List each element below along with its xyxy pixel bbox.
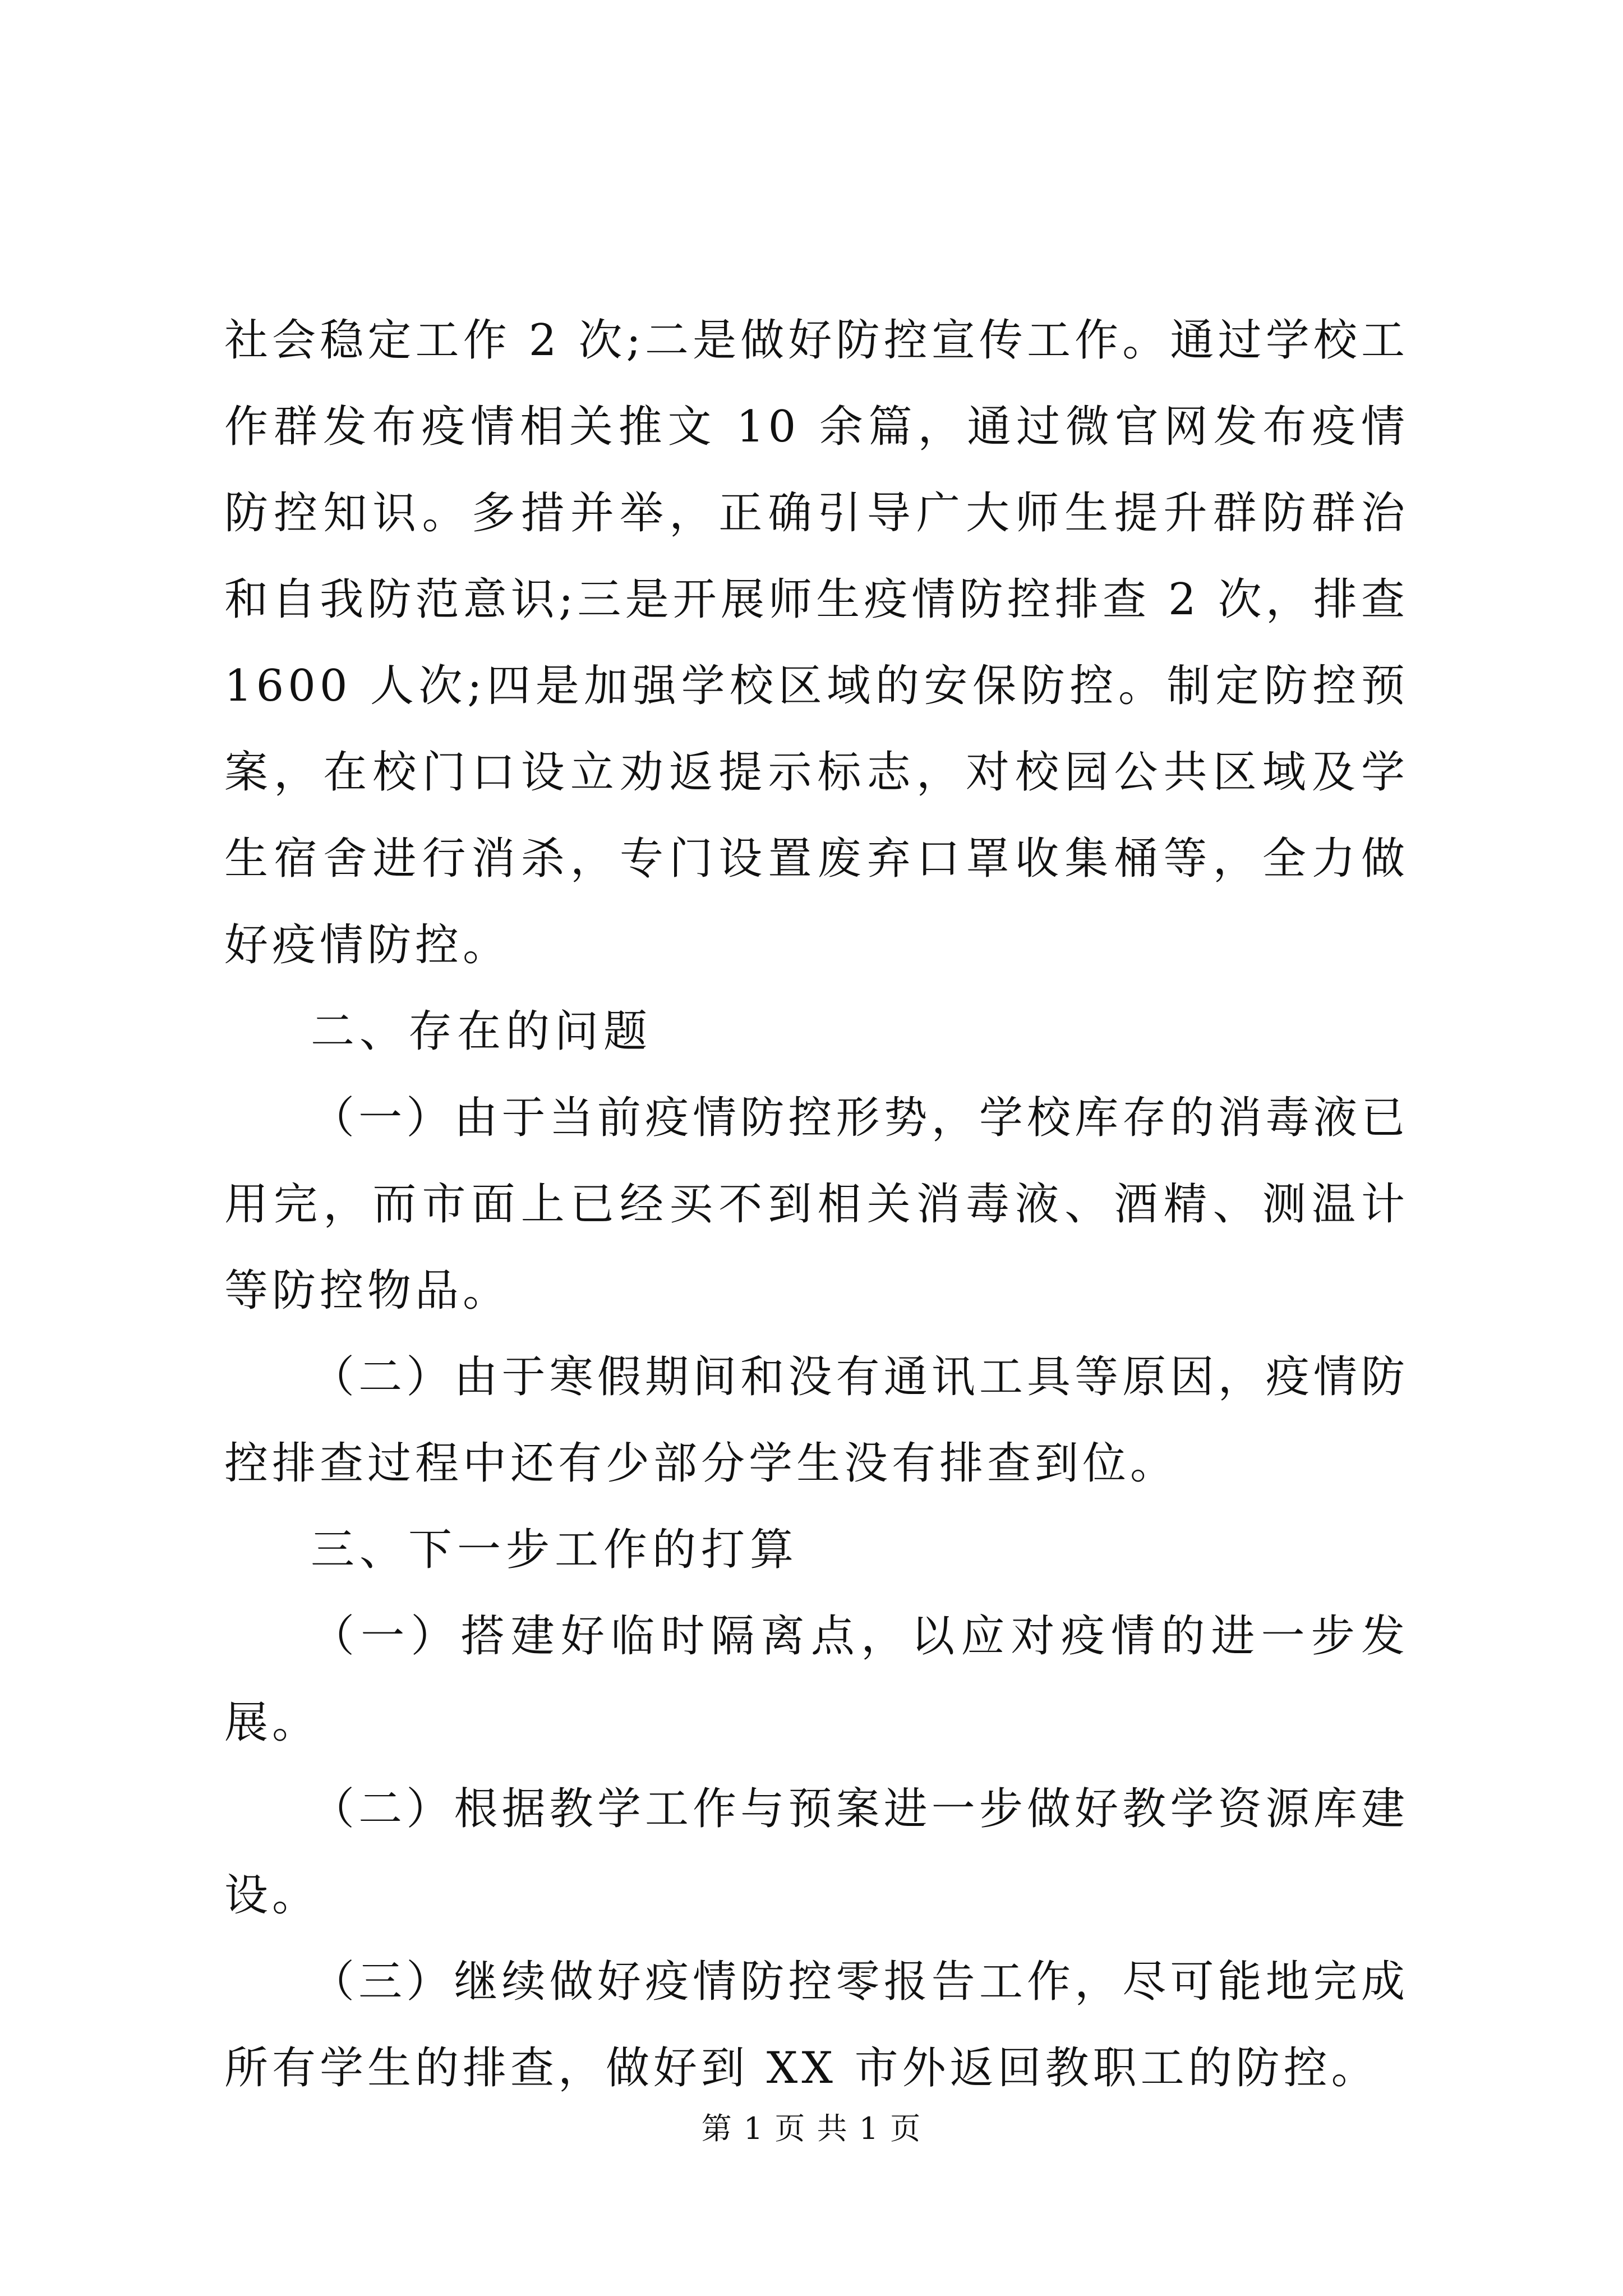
next-step-item-2: （二）根据教学工作与预案进一步做好教学资源库建设。 (224, 1784, 1409, 1921)
page-number-footer: 第 1 页 共 1 页 (701, 2111, 922, 2146)
next-step-item-1: （一）搭建好临时隔离点，以应对疫情的进一步发展。 (224, 1611, 1409, 1748)
problem-item-1: （一）由于当前疫情防控形势，学校库存的消毒液已用完，而市面上已经买不到相关消毒液、酒精、测温计等防控物品。 (224, 1093, 1409, 1316)
paragraph-continuation: 社会稳定工作 2 次;二是做好防控宣传工作。通过学校工作群发布疫情相关推文 10 余篇，通过微官网发布疫情防控知识。多措并举，正确引导广大师生提升群防群治和自我防范意识;三是开展师生疫情防控排查 2 次，排查 1600 人次;四是加强学校区域的安保防控。制定防控预案，在校门口设立劝返提示标志，对校园公共区域及学生宿舍进行消杀，专门设置废弃口罩收集桶等，全力做好疫情防控。 (224, 315, 1409, 970)
problem-item-2: （二）由于寒假期间和没有通讯工具等原因，疫情防控排查过程中还有少部分学生没有排查到位。 (224, 1352, 1409, 1489)
section-heading-next-steps: 三、下一步工作的打算 (311, 1525, 799, 1575)
next-step-item-3: （三）继续做好疫情防控零报告工作，尽可能地完成所有学生的排查，做好到 XX 市外返回教职工的防控。 (224, 1957, 1409, 2093)
section-heading-problems: 二、存在的问题 (311, 1006, 653, 1057)
document-body (224, 297, 1409, 2111)
